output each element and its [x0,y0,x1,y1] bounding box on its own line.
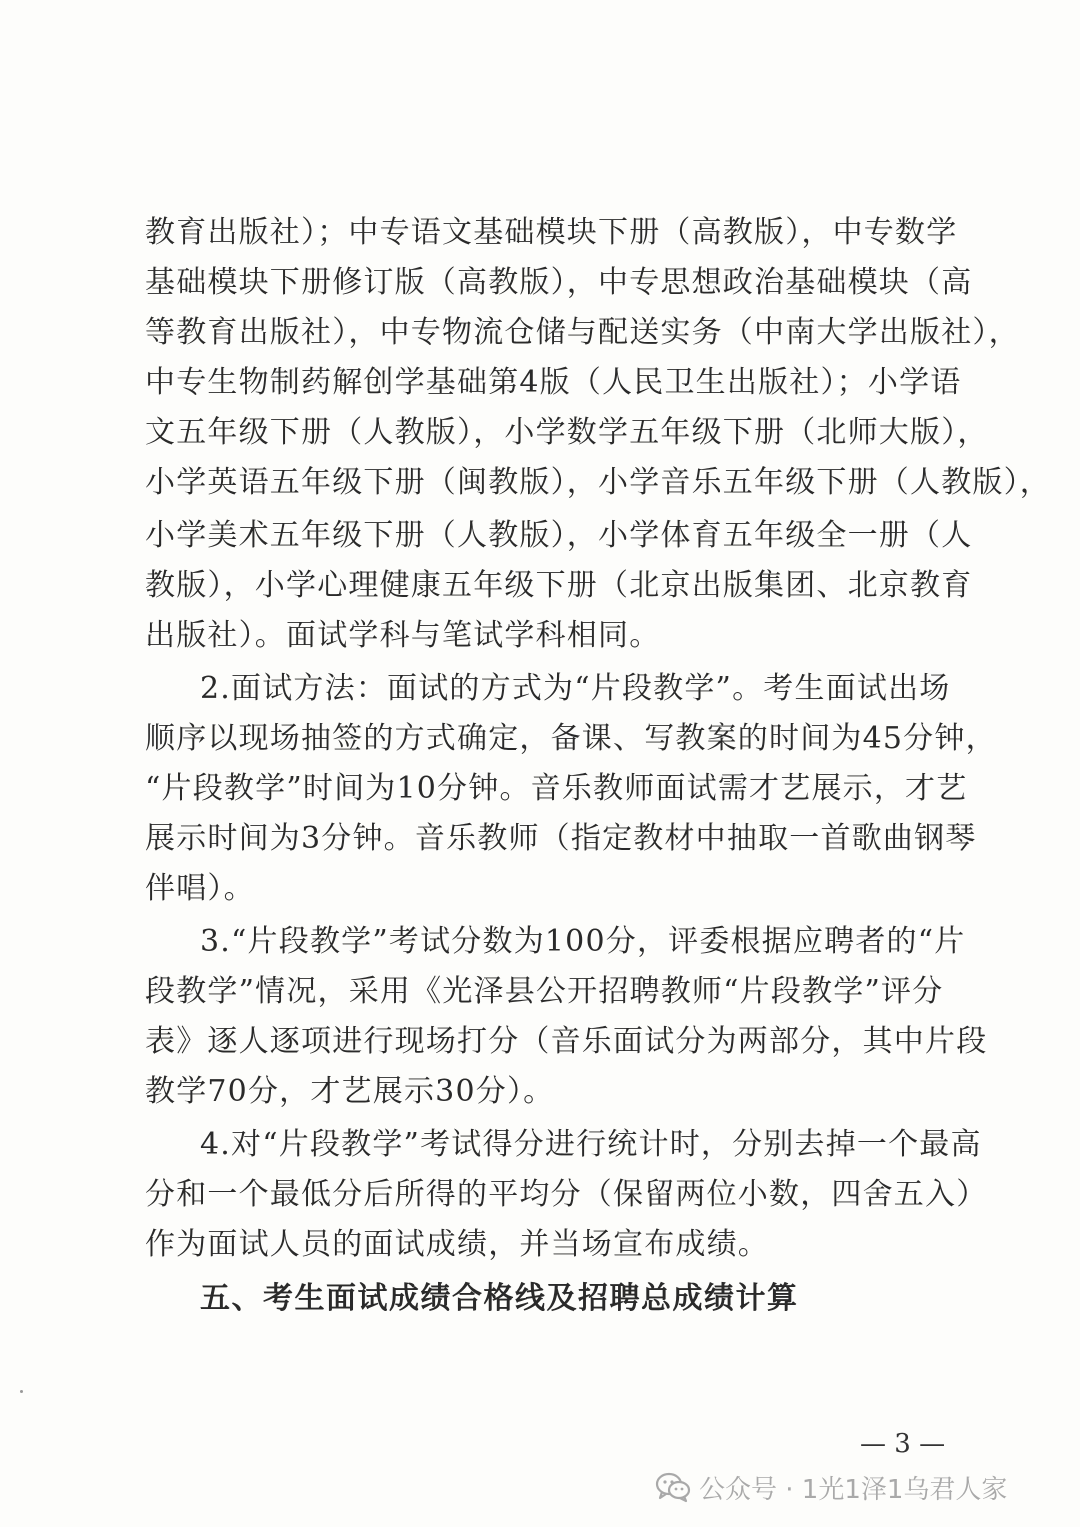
body-text-line: 基础模块下册修订版（高教版），中专思想政治基础模块（高 [145,265,973,300]
paragraph-2-start: 2.面试方法：面试的方式为“片段教学”。考生面试出场 [200,671,951,706]
body-text-line: 段教学”情况，采用《光泽县公开招聘教师“片段教学”评分 [145,974,944,1009]
watermark-text: 公众号 · 1光1泽1乌君人家 [699,1474,1008,1505]
paragraph-3-start: 3.“片段教学”考试分数为100分，评委根据应聘者的“片 [200,924,966,959]
section-heading: 五、考生面试成绩合格线及招聘总成绩计算 [200,1281,799,1316]
body-text-line: 展示时间为3分钟。音乐教师（指定教材中抽取一首歌曲钢琴 [145,821,977,856]
paragraph-4-start: 4.对“片段教学”考试得分进行统计时，分别去掉一个最高 [200,1127,982,1162]
page-number: — 3 — [860,1429,946,1459]
watermark [655,1465,1007,1509]
body-text-line: 顺序以现场抽签的方式确定，备课、写教案的时间为45分钟， [145,721,997,756]
body-text-line: 教育出版社）；中专语文基础模块下册（高教版），中专数学 [145,215,958,250]
body-text-line: 教版），小学心理健康五年级下册（北京出版集团、北京教育 [145,568,973,603]
body-text-line: “片段教学”时间为10分钟。音乐教师面试需才艺展示，才艺 [145,771,968,806]
wechat-icon [655,1471,691,1503]
body-text-line: 中专生物制药解创学基础第4版（人民卫生出版社）；小学语 [145,365,962,400]
body-text-line: 出版社）。面试学科与笔试学科相同。 [145,618,661,653]
body-text-line: 表》逐人逐项进行现场打分（音乐面试分为两部分，其中片段 [145,1024,988,1059]
scan-speck [20,1390,23,1393]
body-text-line: 分和一个最低分后所得的平均分（保留两位小数，四舍五入） [145,1177,988,1212]
body-text-line: 等教育出版社），中专物流仓储与配送实务（中南大学出版社）， [145,315,1020,350]
body-text-line: 教学70分，才艺展示30分）。 [145,1074,555,1109]
body-text-line: 文五年级下册（人教版），小学数学五年级下册（北师大版）， [145,415,989,450]
body-text-line: 作为面试人员的面试成绩，并当场宣布成绩。 [145,1227,769,1262]
body-text-line: 小学美术五年级下册（人教版），小学体育五年级全一册（人 [145,518,973,553]
body-text-line: 小学英语五年级下册（闽教版），小学音乐五年级下册（人教版）， [145,465,1051,500]
body-text-line: 伴唱）。 [145,871,255,906]
